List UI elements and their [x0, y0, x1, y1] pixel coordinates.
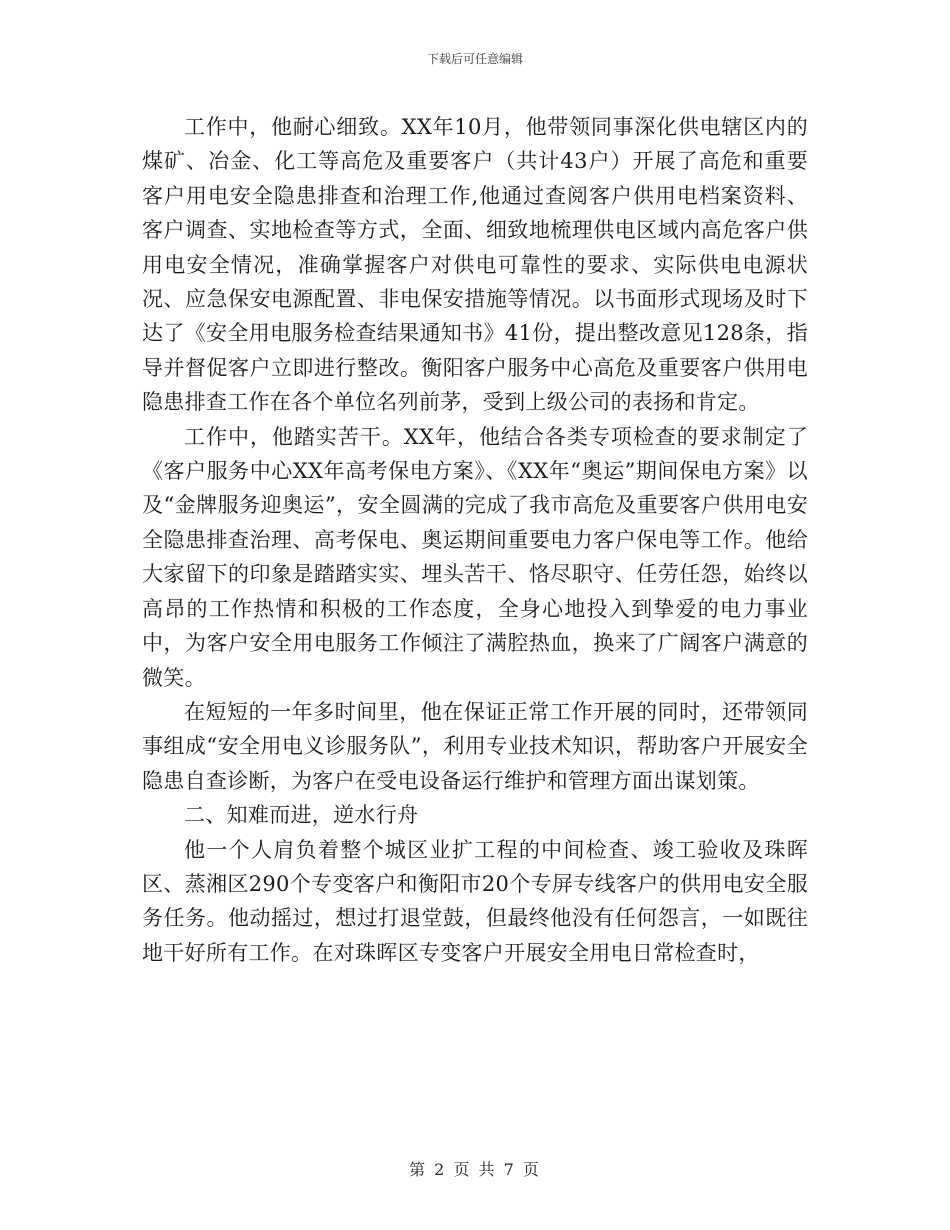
paragraph-responsibility: 他一个人肩负着整个城区业扩工程的中间检查、竣工验收及珠晖区、蒸湘区290个专变客户和衡阳市20个专屏专线客户的供用电安全服务任务。他动摇过，想过打退堂鼓，但最终他没有任何怨言，一如既往地干好所有工作。在对珠晖区专变客户开展安全用电日常检查时，	[142, 837, 808, 965]
page-header: 下载后可任意编辑	[426, 52, 523, 66]
paragraph-hardwork: 工作中，他踏实苦干。XX年，他结合各类专项检查的要求制定了《客户服务中心XX年高考保电方案》、《XX年“奥运”期间保电方案》以及“金牌服务迎奥运”，安全圆满的完成了我市高危及重要客户供用电安全隐患排查治理、高考保电、奥运期间重要电力客户保电等工作。他给大家留下的印象是踏踏实实、埋头苦干、恪尽职守、任劳任怨，始终以高昂的工作热情和积极的工作态度，全身心地投入到挚爱的电力事业中，为客户安全用电服务工作倾注了满腔热血，换来了广阔客户满意的微笑。	[142, 424, 808, 690]
section-heading: 二、知难而进，逆水行舟	[184, 803, 419, 828]
document-body	[142, 110, 808, 970]
page-number: 第 2 页 共 7 页	[409, 1160, 541, 1179]
paragraph-service-team: 在短短的一年多时间里，他在保证正常工作开展的同时，还带领同事组成“安全用电义诊服务队”，利用专业技术知识，帮助客户开展安全隐患自查诊断，为客户在受电设备运行维护和管理方面出谋划策。	[142, 699, 808, 793]
paragraph-patience: 工作中，他耐心细致。XX年10月，他带领同事深化供电辖区内的煤矿、冶金、化工等高危及重要客户（共计43户）开展了高危和重要客户用电安全隐患排查和治理工作,他通过查阅客户供用电档案资料、客户调查、实地检查等方式，全面、细致地梳理供电区域内高危客户供用电安全情况，准确掌握客户对供电可靠性的要求、实际供电电源状况、应急保安电源配置、非电保安措施等情况。以书面形式现场及时下达了《安全用电服务检查结果通知书》41份，提出整改意见128条，指导并督促客户立即进行整改。衡阳客户服务中心高危及重要客户供用电隐患排查工作在各个单位名列前茅，受到上级公司的表扬和肯定。	[142, 115, 808, 415]
